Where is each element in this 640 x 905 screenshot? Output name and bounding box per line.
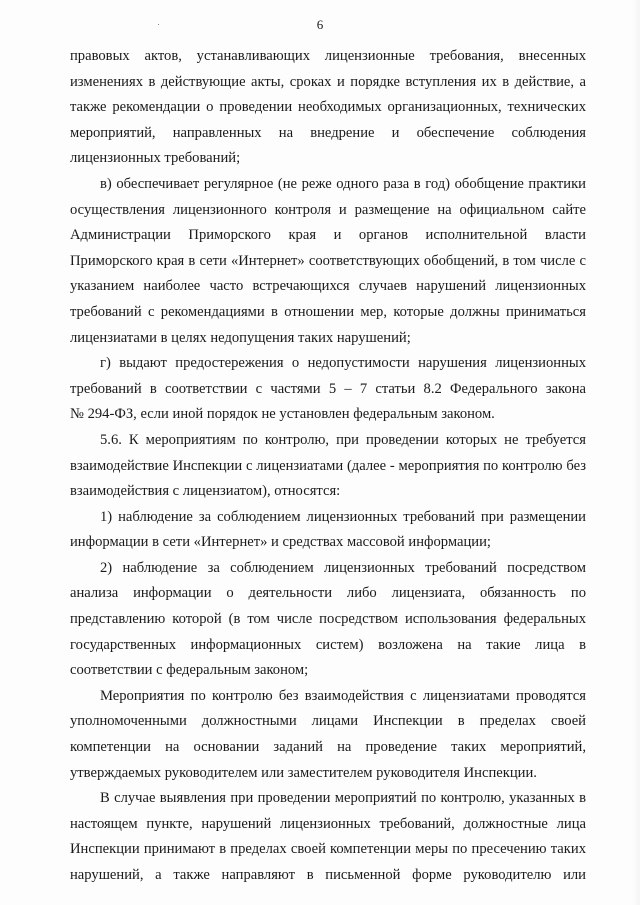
text-line: государственных информационных систем) возложена на такие лица в bbox=[70, 636, 586, 653]
paragraph bbox=[70, 172, 586, 351]
text-line: взаимодействия с лицензиатом), относятся: bbox=[70, 483, 341, 500]
text-line: Приморского края в сети «Интернет» соответствующих обобщений, в том числе с bbox=[70, 252, 586, 269]
text-line: информации в сети «Интернет» и средствах массовой информации; bbox=[70, 534, 491, 551]
text-line: требований в соответствии с частями 5 – 7 статьи 8.2 Федерального закона bbox=[70, 380, 586, 397]
paragraph bbox=[70, 786, 586, 888]
text-line: г) выдают предостережения о недопустимости нарушения лицензионных bbox=[100, 355, 586, 372]
text-line: настоящем пункте, нарушений лицензионных требований, должностные лица bbox=[70, 815, 586, 832]
paragraph bbox=[70, 44, 586, 172]
text-line: осуществления лицензионного контроля и размещение на официальном сайте bbox=[70, 201, 586, 218]
scan-artifact bbox=[158, 24, 159, 25]
text-line: взаимодействие Инспекции с лицензиатами (далее - мероприятия по контролю без bbox=[70, 457, 586, 474]
text-line: 1) наблюдение за соблюдением лицензионных требований при размещении bbox=[100, 508, 586, 525]
text-line: лицензионных требований; bbox=[70, 150, 241, 167]
text-line: компетенции на основании заданий на проведение таких мероприятий, bbox=[70, 739, 586, 756]
text-line: лицензиатами в целях недопущения таких нарушений; bbox=[70, 329, 411, 346]
text-line: требований с рекомендациями в отношении мер, которые должны приниматься bbox=[70, 303, 586, 320]
paragraph bbox=[70, 684, 586, 786]
page-edge-shadow bbox=[632, 0, 640, 905]
paragraph bbox=[70, 505, 586, 556]
text-line: № 294-ФЗ, если иной порядок не установлен федеральным законом. bbox=[70, 406, 495, 423]
page-number: 6 bbox=[316, 17, 324, 32]
text-line: уполномоченными должностными лицами Инспекции в пределах своей bbox=[70, 713, 586, 730]
text-line: мероприятий, направленных на внедрение и обеспечение соблюдения bbox=[70, 124, 586, 141]
text-line: Администрации Приморского края и органов исполнительной власти bbox=[70, 227, 586, 244]
text-line: 5.6. К мероприятиям по контролю, при проведении которых не требуется bbox=[100, 431, 586, 448]
text-line: изменениях в действующие акты, сроках и порядке вступления их в действие, а bbox=[70, 73, 586, 90]
text-line: указанием наиболее часто встречающихся случаев нарушений лицензионных bbox=[70, 278, 586, 295]
text-line: правовых актов, устанавливающих лицензионные требования, внесенных bbox=[70, 48, 586, 64]
text-line: нарушений, а также направляют в письменной форме руководителю или bbox=[70, 867, 586, 883]
text-line: соответствии с федеральным законом; bbox=[70, 662, 309, 679]
text-line: Мероприятия по контролю без взаимодействия с лицензиатами проводятся bbox=[100, 687, 586, 704]
paragraph bbox=[70, 351, 586, 428]
paragraph bbox=[70, 556, 586, 684]
text-line: В случае выявления при проведении мероприятий по контролю, указанных в bbox=[100, 790, 586, 807]
text-line: анализа информации о деятельности либо лицензиата, обязанность по bbox=[70, 585, 586, 602]
document-body bbox=[70, 44, 586, 889]
text-line: также рекомендации о проведении необходимых организационных, технических bbox=[70, 99, 586, 116]
text-line: утверждаемых руководителем или заместителем руководителя Инспекции. bbox=[70, 764, 537, 781]
text-line: в) обеспечивает регулярное (не реже одного раза в год) обобщение практики bbox=[100, 175, 586, 192]
text-line: 2) наблюдение за соблюдением лицензионных требований посредством bbox=[100, 559, 586, 576]
text-line: Инспекции принимают в пределах своей компетенции меры по пресечению таких bbox=[70, 841, 586, 858]
text-line: представлению которой (в том числе посредством использования федеральных bbox=[70, 611, 586, 628]
paragraph bbox=[70, 428, 586, 505]
